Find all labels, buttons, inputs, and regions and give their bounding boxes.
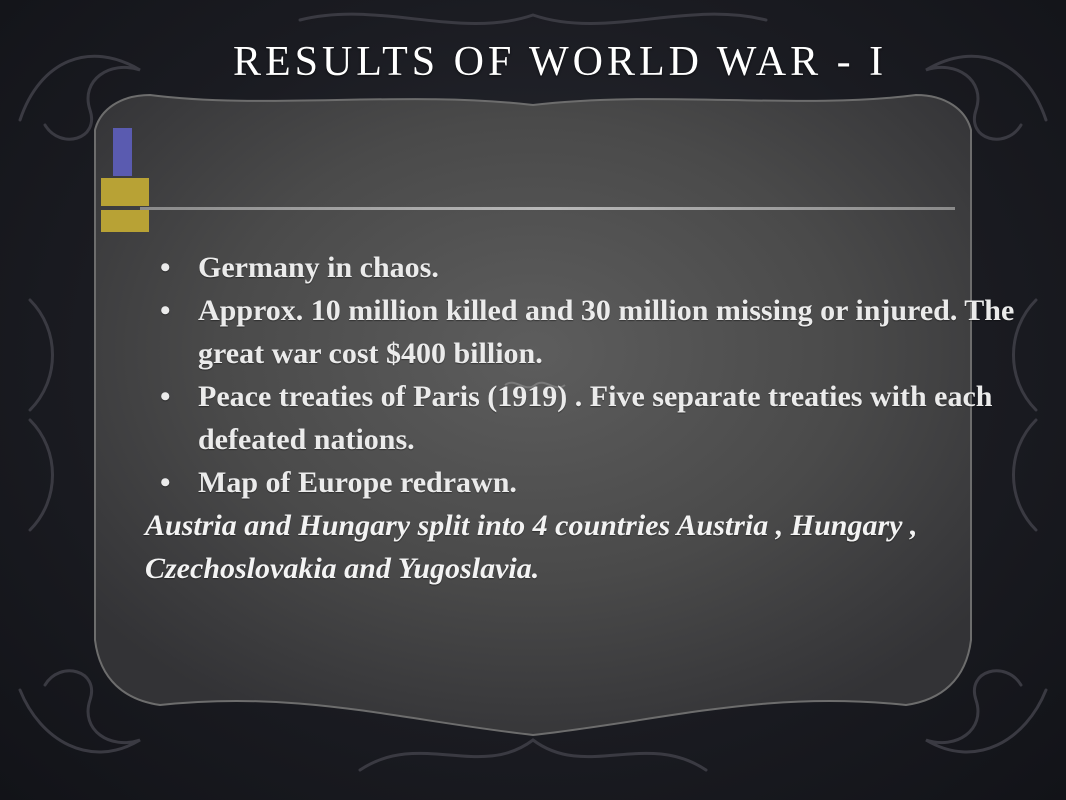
bullet-text: Approx. 10 million killed and 30 million missing or injured. The great war cost $400 billion. [198,294,1015,370]
slide-body [145,246,1045,590]
accent-bar-blue [113,128,132,176]
accent-bar-gold-bottom [101,210,149,232]
bullet-text: Germany in chaos. [198,251,439,284]
bullet-text: Peace treaties of Paris (1919) . Five separate treaties with each defeated nations. [198,380,993,456]
bullet-item [145,289,1045,375]
bullet-marker: • [160,294,171,327]
bullet-marker: • [160,380,171,413]
slide-title: RESULTS OF WORLD WAR - I [232,39,888,85]
bullet-list [145,246,1045,504]
accent-bar-gold-top [101,178,149,206]
summary-note: Austria and Hungary split into 4 countries Austria , Hungary , Czechoslovakia and Yugoslavia. [145,509,918,585]
bullet-item [145,375,1045,461]
bullet-item [145,246,1045,289]
bullet-marker: • [160,466,171,499]
bullet-item [145,461,1045,504]
bullet-marker: • [160,251,171,284]
title-divider [140,207,955,210]
bullet-text: Map of Europe redrawn. [198,466,517,499]
